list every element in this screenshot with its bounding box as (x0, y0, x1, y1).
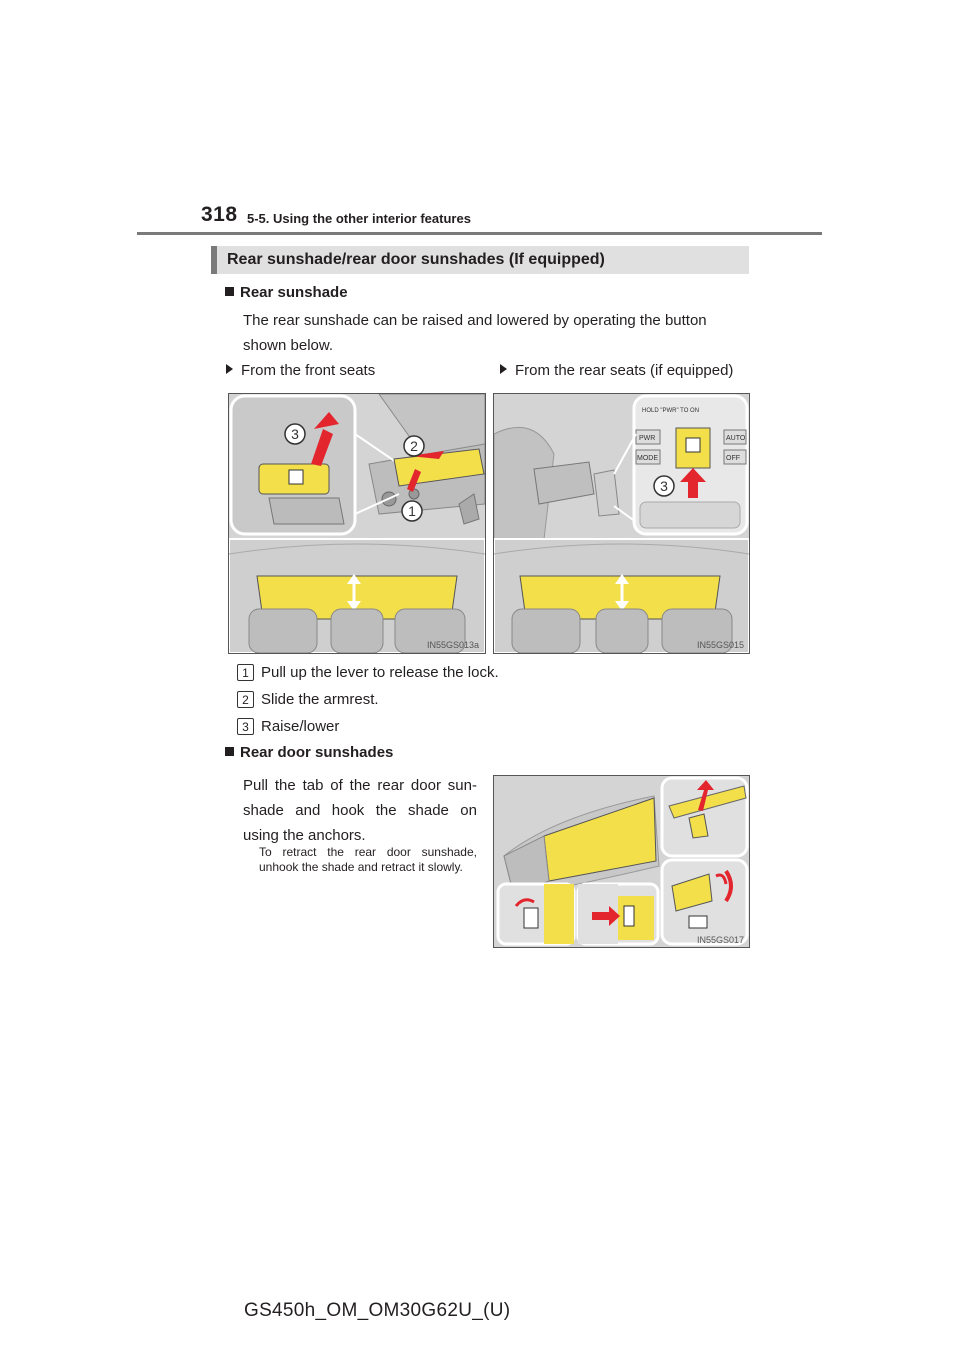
image-code-front: IN55GS013a (426, 640, 479, 650)
rear-sunshade-description: The rear sunshade can be raised and lowered by operating the button shown below. (243, 312, 707, 354)
panel-off-label: OFF (726, 455, 740, 462)
section-heading: Rear sunshade/rear door sunshades (If equipped) (227, 251, 605, 268)
rear-door-sunshades-heading: Rear door sunshades (225, 744, 393, 761)
panel-pwr-label: PWR (639, 435, 656, 442)
from-rear-seats-label: From the rear seats (if equipped) (500, 362, 733, 379)
page-number: 318 (201, 203, 238, 226)
triangle-bullet-icon (226, 364, 233, 374)
panel-mode-label: MODE (637, 455, 658, 462)
callout-2: 2 (410, 438, 418, 454)
square-bullet-icon (225, 747, 234, 756)
callout-1: 1 (408, 503, 416, 519)
triangle-bullet-icon (500, 364, 507, 374)
document-code: GS450h_OM_OM30G62U_(U) (244, 1300, 511, 1321)
step-2-badge: 2 (237, 691, 254, 708)
image-code-rear: IN55GS015 (696, 640, 744, 650)
panel-hold-label: HOLD "PWR" TO ON (642, 408, 700, 414)
rear-door-sunshade-illustration (493, 775, 750, 948)
header-rule (137, 232, 822, 235)
step-3-badge: 3 (237, 718, 254, 735)
rear-seats-illustration (493, 393, 750, 654)
step-1-badge: 1 (237, 664, 254, 681)
from-front-seats-label: From the front seats (226, 362, 375, 379)
rear-door-sunshades-note: To retract the rear door sunshade, unhook the shade and retract it slowly. (259, 845, 477, 874)
step-2-text: Slide the armrest. (261, 691, 379, 708)
panel-auto-label: AUTO (726, 435, 746, 442)
section-title: 5-5. Using the other interior features (247, 211, 471, 226)
image-code-door: IN55GS017 (696, 935, 744, 945)
rear-door-sunshades-description: Pull the tab of the rear door sun-shade and hook the shade on using the anchors. (243, 777, 477, 844)
section-heading-bar (211, 246, 749, 274)
step-3-text: Raise/lower (261, 718, 340, 735)
square-bullet-icon (225, 287, 234, 296)
callout-3: 3 (291, 426, 299, 442)
step-1-text: Pull up the lever to release the lock. (261, 664, 499, 681)
callout-3: 3 (660, 478, 668, 494)
front-seats-illustration (228, 393, 486, 654)
rear-sunshade-heading: Rear sunshade (225, 284, 348, 301)
